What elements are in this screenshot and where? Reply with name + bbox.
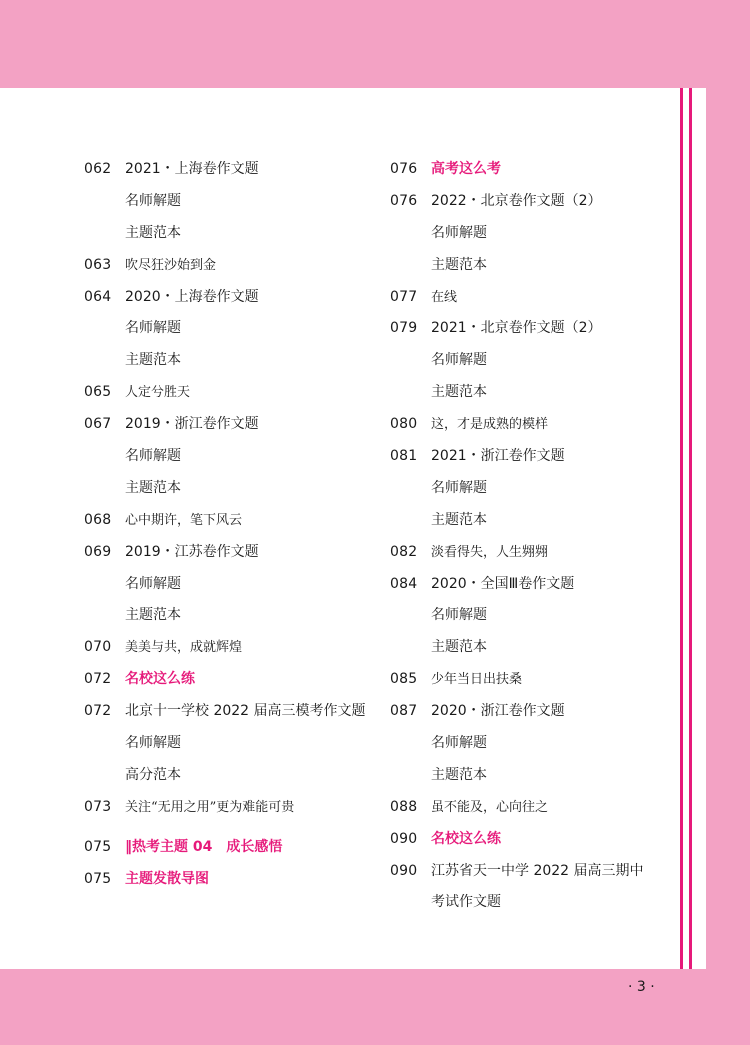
toc-entry — [390, 250, 690, 282]
toc-title: 美美与共，成就辉煌 — [125, 640, 243, 656]
toc-entry — [390, 537, 690, 569]
toc-entry — [84, 664, 384, 696]
toc-title: 名师解题 — [431, 352, 487, 369]
toc-page-number: 065 — [84, 384, 112, 401]
toc-entry — [84, 537, 384, 569]
toc-entry — [84, 250, 384, 282]
toc-entry — [390, 345, 690, 377]
toc-title: 名师解题 — [125, 735, 181, 752]
toc-page-number: 076 — [390, 161, 418, 177]
toc-page-number: 079 — [390, 320, 418, 337]
toc-entry — [390, 792, 690, 824]
toc-entry — [390, 441, 690, 473]
toc-entry — [390, 505, 690, 537]
toc-title: 主题范本 — [125, 479, 181, 496]
toc-title: 名师解题 — [125, 320, 181, 337]
toc-page-number: 076 — [390, 192, 418, 209]
toc-title: 2020・浙江卷作文题 — [431, 703, 565, 720]
toc-entry — [84, 377, 384, 409]
toc-entry — [390, 600, 690, 632]
toc-title: 主题范本 — [431, 639, 487, 656]
toc-title: 名师解题 — [431, 607, 487, 624]
toc-title: 主题范本 — [431, 511, 487, 528]
toc-entry — [390, 377, 690, 409]
toc-entry — [84, 154, 384, 186]
toc-page-number: 087 — [390, 703, 418, 720]
toc-entry — [84, 569, 384, 601]
toc-entry — [84, 409, 384, 441]
toc-page-number: 062 — [84, 161, 112, 177]
toc-title: 主题范本 — [125, 607, 181, 624]
toc-entry — [84, 218, 384, 250]
toc-entry — [84, 473, 384, 505]
toc-entry — [390, 760, 690, 792]
toc-title: 主题范本 — [431, 766, 487, 783]
toc-title: 2019・浙江卷作文题 — [125, 416, 259, 433]
toc-title — [125, 832, 282, 864]
toc-title: 北京十一学校 2022 届高三模考作文题 — [125, 703, 366, 720]
toc-title: 主题范本 — [431, 256, 487, 273]
toc-title: 名师解题 — [125, 575, 181, 592]
toc-page-number: 084 — [390, 575, 418, 592]
toc-entry — [84, 186, 384, 218]
toc-title: 心中期许，笔下风云 — [125, 512, 243, 528]
toc-entry — [390, 186, 690, 218]
toc-entry — [390, 409, 690, 441]
toc-title: 名师解题 — [431, 224, 487, 241]
toc-title: 2019・江苏卷作文题 — [125, 543, 259, 560]
toc-entry — [390, 856, 690, 888]
toc-column-left — [84, 154, 384, 895]
toc-entry — [390, 728, 690, 760]
toc-page-number: 072 — [84, 671, 112, 688]
toc-entry — [84, 632, 384, 664]
toc-title: 这，才是成熟的模样 — [431, 417, 549, 433]
toc-entry — [390, 569, 690, 601]
toc-page-number: 073 — [84, 798, 112, 815]
toc-entry — [390, 282, 690, 314]
toc-title: 2021・上海卷作文题 — [125, 161, 259, 177]
toc-page-number: 090 — [390, 830, 418, 847]
toc-entry — [84, 600, 384, 632]
toc-title: 主题范本 — [125, 352, 181, 369]
toc-entry — [84, 441, 384, 473]
toc-page-number: 075 — [84, 838, 112, 855]
toc-entry — [84, 313, 384, 345]
toc-title: 虽不能及，心向往之 — [431, 799, 549, 815]
toc-page-number: 063 — [84, 256, 112, 273]
toc-entry — [390, 632, 690, 664]
toc-entry — [84, 282, 384, 314]
toc-entry — [84, 345, 384, 377]
toc-title: 主题范本 — [125, 224, 181, 241]
toc-title: 2022・北京卷作文题（2） — [431, 192, 602, 209]
toc-page-number: 088 — [390, 798, 418, 815]
toc-entry — [390, 218, 690, 250]
toc-title: 名校这么练 — [431, 830, 501, 847]
toc-page-number: 082 — [390, 543, 418, 560]
toc-entry — [390, 473, 690, 505]
toc-page-number: 072 — [84, 703, 112, 720]
toc-page-number: 090 — [390, 862, 418, 879]
toc-page-number: 080 — [390, 416, 418, 433]
toc-page-number: 068 — [84, 511, 112, 528]
toc-page-number: 067 — [84, 416, 112, 433]
toc-title: 名师解题 — [125, 192, 181, 209]
toc-page-number: 069 — [84, 543, 112, 560]
toc-title: 2021・北京卷作文题（2） — [431, 320, 602, 337]
toc-title: 淡看得失，人生翙翙 — [431, 544, 549, 560]
toc-entry — [390, 313, 690, 345]
toc-page-number: 064 — [84, 288, 112, 305]
toc-entry — [84, 864, 384, 896]
toc-entry — [390, 887, 690, 919]
toc-title: 关注“无用之用”更为难能可贵 — [125, 799, 295, 815]
toc-page-number: 077 — [390, 288, 418, 305]
toc-title: 江苏省天一中学 2022 届高三期中 — [431, 862, 644, 879]
toc-title: 少年当日出扶桑 — [431, 672, 523, 688]
toc-title: 2021・浙江卷作文题 — [431, 448, 565, 465]
section-marker: ‖ — [125, 838, 132, 855]
toc-title: 2020・上海卷作文题 — [125, 288, 259, 305]
toc-page-number: 070 — [84, 639, 112, 656]
toc-title: 考试作文题 — [431, 894, 501, 911]
toc-entry — [84, 728, 384, 760]
toc-entry — [390, 664, 690, 696]
toc-title: 高考这么考 — [431, 161, 501, 177]
toc-entry — [84, 505, 384, 537]
toc-title: 在线 — [431, 289, 458, 305]
toc-title: 吹尽狂沙始到金 — [125, 257, 217, 273]
toc-entry — [390, 696, 690, 728]
toc-entry — [390, 154, 690, 186]
toc-entry — [84, 760, 384, 792]
toc-title: 主题范本 — [431, 384, 487, 401]
toc-title: 高分范本 — [125, 766, 181, 783]
toc-title: 人定兮胜天 — [125, 385, 191, 401]
toc-title-text: 热考主题 04 成长感悟 — [132, 838, 283, 855]
toc-page-number: 085 — [390, 671, 418, 688]
toc-entry — [390, 824, 690, 856]
toc-title: 主题发散导图 — [125, 870, 209, 887]
toc-entry — [84, 792, 384, 824]
toc-entry — [84, 696, 384, 728]
page-number: · 3 · — [628, 979, 655, 995]
toc-title: 名师解题 — [431, 479, 487, 496]
toc-title: 名师解题 — [125, 448, 181, 465]
toc-column-right — [390, 154, 690, 919]
toc-page-number: 081 — [390, 448, 418, 465]
toc-page-number: 075 — [84, 870, 112, 887]
toc-entry — [84, 832, 384, 864]
toc-title: 名校这么练 — [125, 671, 195, 688]
toc-title: 名师解题 — [431, 735, 487, 752]
toc-title: 2020・全国Ⅲ卷作文题 — [431, 575, 575, 592]
